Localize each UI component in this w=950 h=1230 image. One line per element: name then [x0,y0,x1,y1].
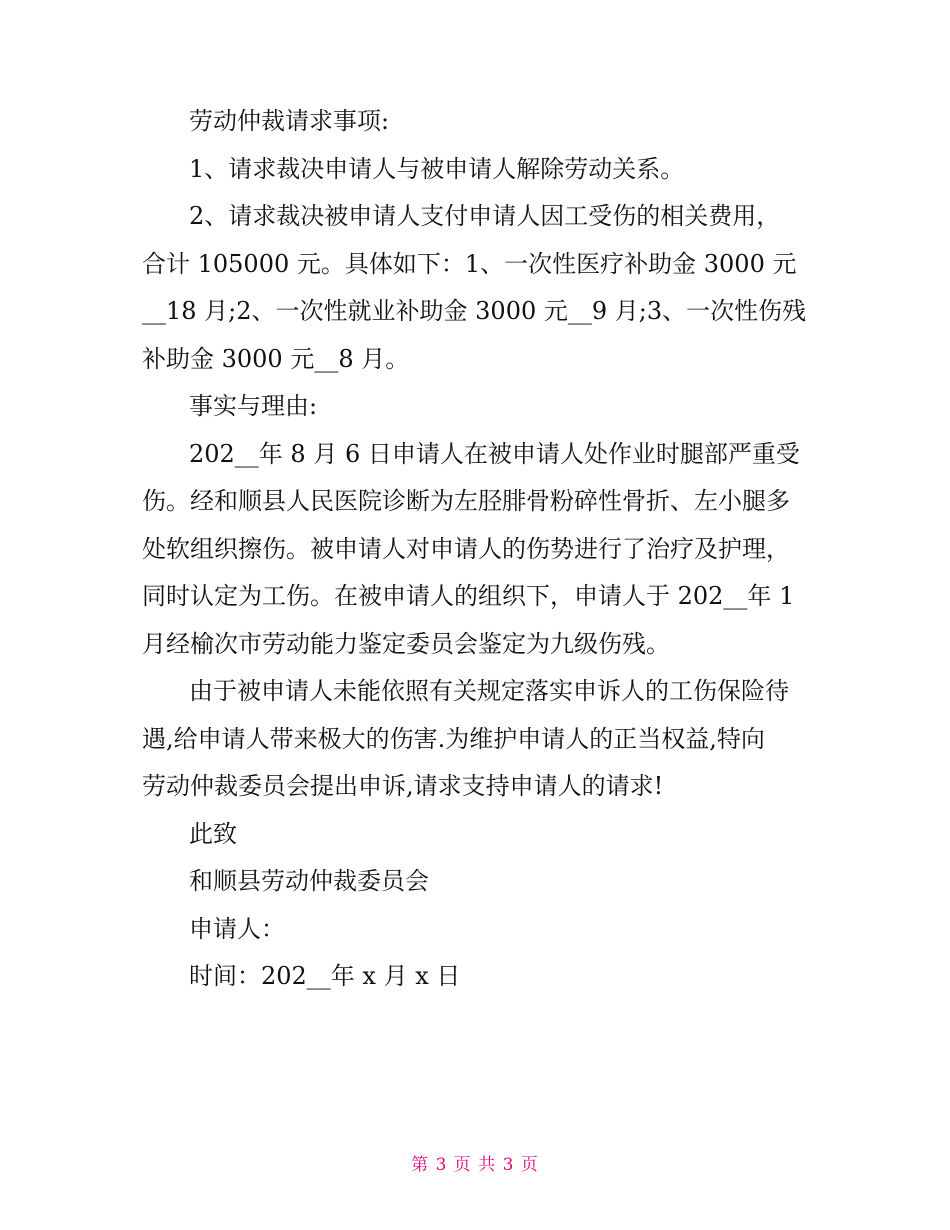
document-body [142,98,814,1001]
text-line: 遇,给申请人带来极大的伤害.为维护申请人的正当权益,特向 [142,724,765,753]
text-line: 合计 105000 元。具体如下：1、一次性医疗补助金 3000 元 [142,249,797,278]
applicant-signature: 申请人： [189,914,285,943]
text-line: 伤。经和顺县人民医院诊断为左胫腓骨粉碎性骨折、左小腿多 [142,487,790,515]
text-line: 2、请求裁决被申请人支付申请人因工受伤的相关费用， [189,202,781,230]
text-line: 由于被申请人未能依照有关规定落实申诉人的工伤保险待 [189,677,789,705]
text-line: 劳动仲裁请求事项: [189,107,390,135]
section-heading: 事实与理由: [189,392,318,420]
date-line: 时间：202__年 x 月 x 日 [189,962,461,990]
text-line: __18 月;2、一次性就业补助金 3000 元__9 月;3、一次性伤残 [142,297,807,325]
text-line: 月经榆次市劳动能力鉴定委员会鉴定为九级伤残。 [142,629,670,658]
page-number-footer: 第 3 页 共 3 页 [411,1155,539,1175]
text-line: 处软组织擦伤。被申请人对申请人的伤势进行了治疗及护理， [142,534,790,563]
text-line: 劳动仲裁委员会提出申诉,请求支持申请人的请求! [142,772,664,800]
text-line: 同时认定为工伤。在被申请人的组织下，申请人于 202__年 1 [142,582,795,610]
text-line: 202__年 8 月 6 日申请人在被申请人处作业时腿部严重受 [189,439,800,468]
text-line: 1、请求裁决申请人与被申请人解除劳动关系。 [189,154,685,183]
closing-salutation: 此致 [189,819,237,848]
recipient-name: 和顺县劳动仲裁委员会 [189,867,429,895]
text-line: 补助金 3000 元__8 月。 [142,344,410,373]
